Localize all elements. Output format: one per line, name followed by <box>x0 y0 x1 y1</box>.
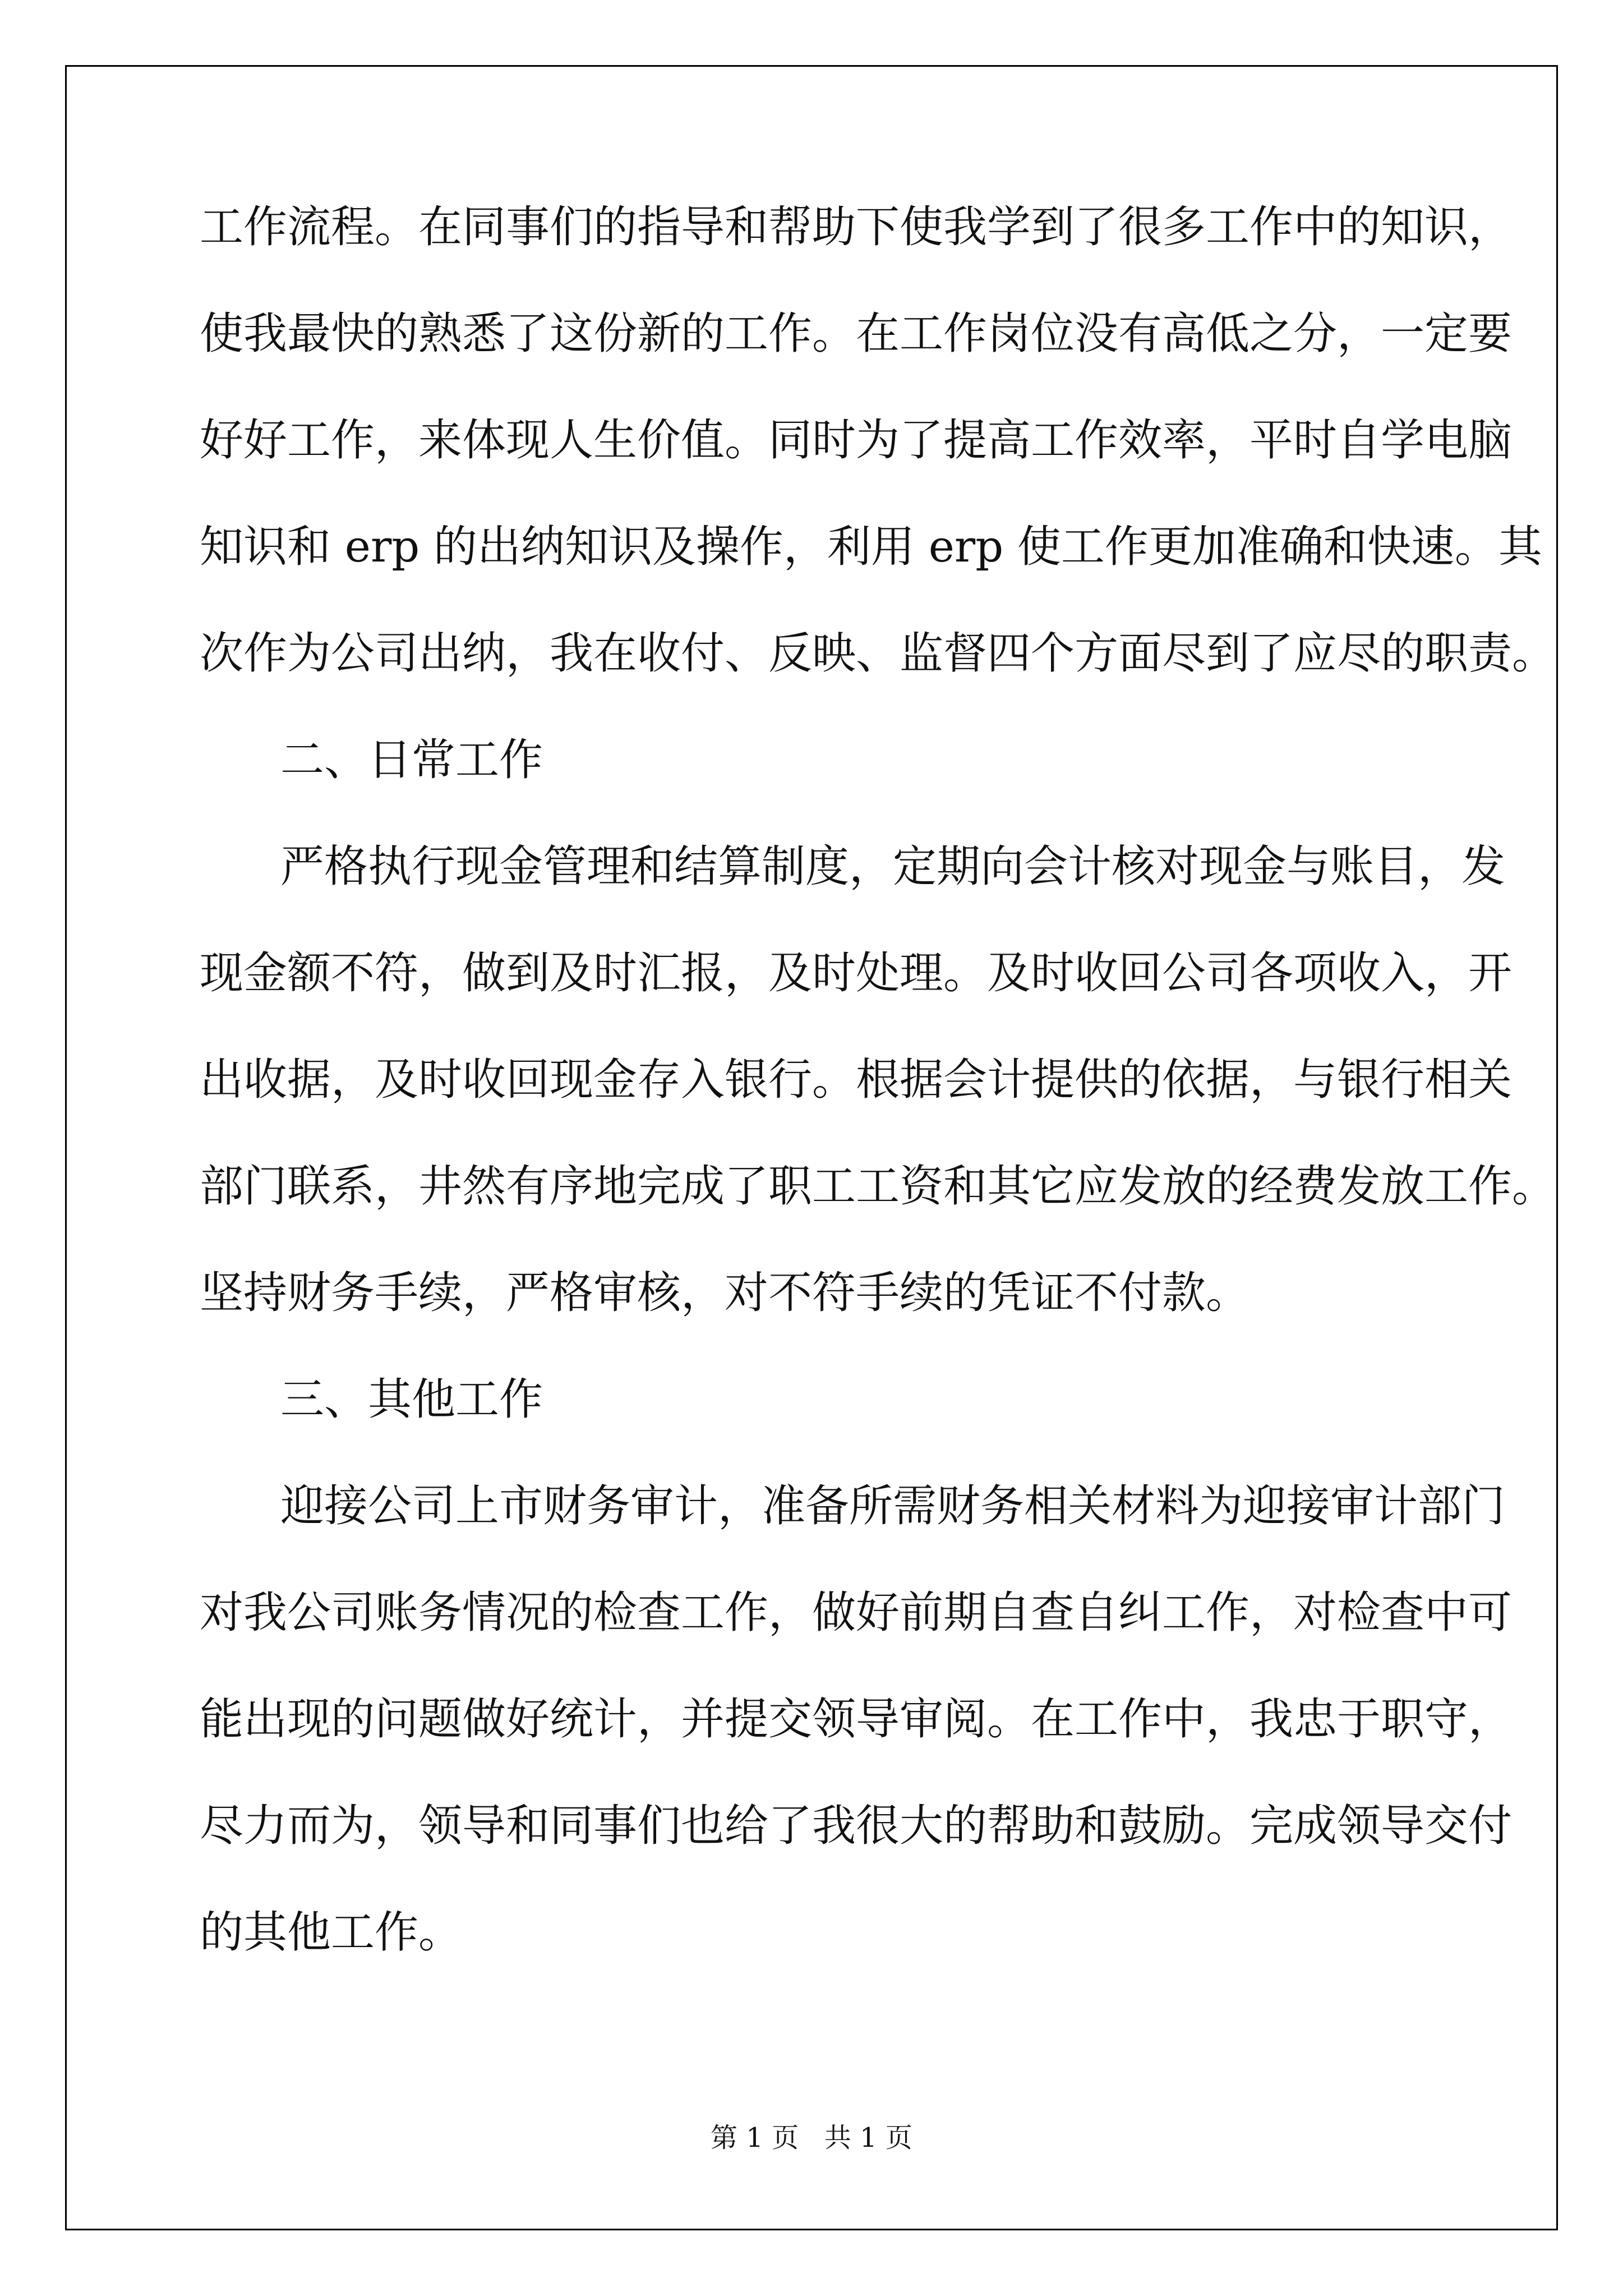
text-line: 出收据，及时收回现金存入银行。根据会计提供的依据，与银行相关 <box>200 1055 1513 1105</box>
text-line: 的其他工作。 <box>200 1907 463 1958</box>
text-line: 能出现的问题做好统计，并提交领导审阅。在工作中，我忠于职守， <box>200 1694 1513 1745</box>
page-footer: 第 1 页 共 1 页 <box>711 2122 912 2154</box>
text-line: 对我公司账务情况的检查工作，做好前期自查自纠工作，对检查中可 <box>200 1588 1513 1638</box>
text-line: 尽力而为，领导和同事们也给了我很大的帮助和鼓励。完成领导交付 <box>200 1801 1513 1851</box>
text-line: 次作为公司出纳，我在收付、反映、监督四个方面尽到了应尽的职责。 <box>200 628 1556 679</box>
text-line: 现金额不符，做到及时汇报，及时处理。及时收回公司各项收入，开 <box>200 948 1513 999</box>
text-line: 部门联系，井然有序地完成了职工工资和其它应发放的经费发放工作。 <box>200 1161 1556 1212</box>
text-line: 迎接公司上市财务审计，准备所需财务相关材料为迎接审计部门 <box>280 1481 1506 1531</box>
text-line: 好好工作，来体现人生价值。同时为了提高工作效率，平时自学电脑 <box>200 415 1513 466</box>
text-line: 工作流程。在同事们的指导和帮助下使我学到了很多工作中的知识， <box>200 202 1513 252</box>
text-line: 严格执行现金管理和结算制度，定期向会计核对现金与账目，发 <box>280 841 1506 892</box>
text-line: 知识和 erp 的出纳知识及操作，利用 erp 使工作更加准确和快速。其 <box>200 522 1542 572</box>
text-line: 使我最快的熟悉了这份新的工作。在工作岗位没有高低之分，一定要 <box>200 309 1513 359</box>
text-line: 坚持财务手续，严格审核，对不符手续的凭证不付款。 <box>200 1268 1250 1318</box>
section-heading: 二、日常工作 <box>280 735 543 785</box>
section-heading: 三、其他工作 <box>280 1374 543 1425</box>
